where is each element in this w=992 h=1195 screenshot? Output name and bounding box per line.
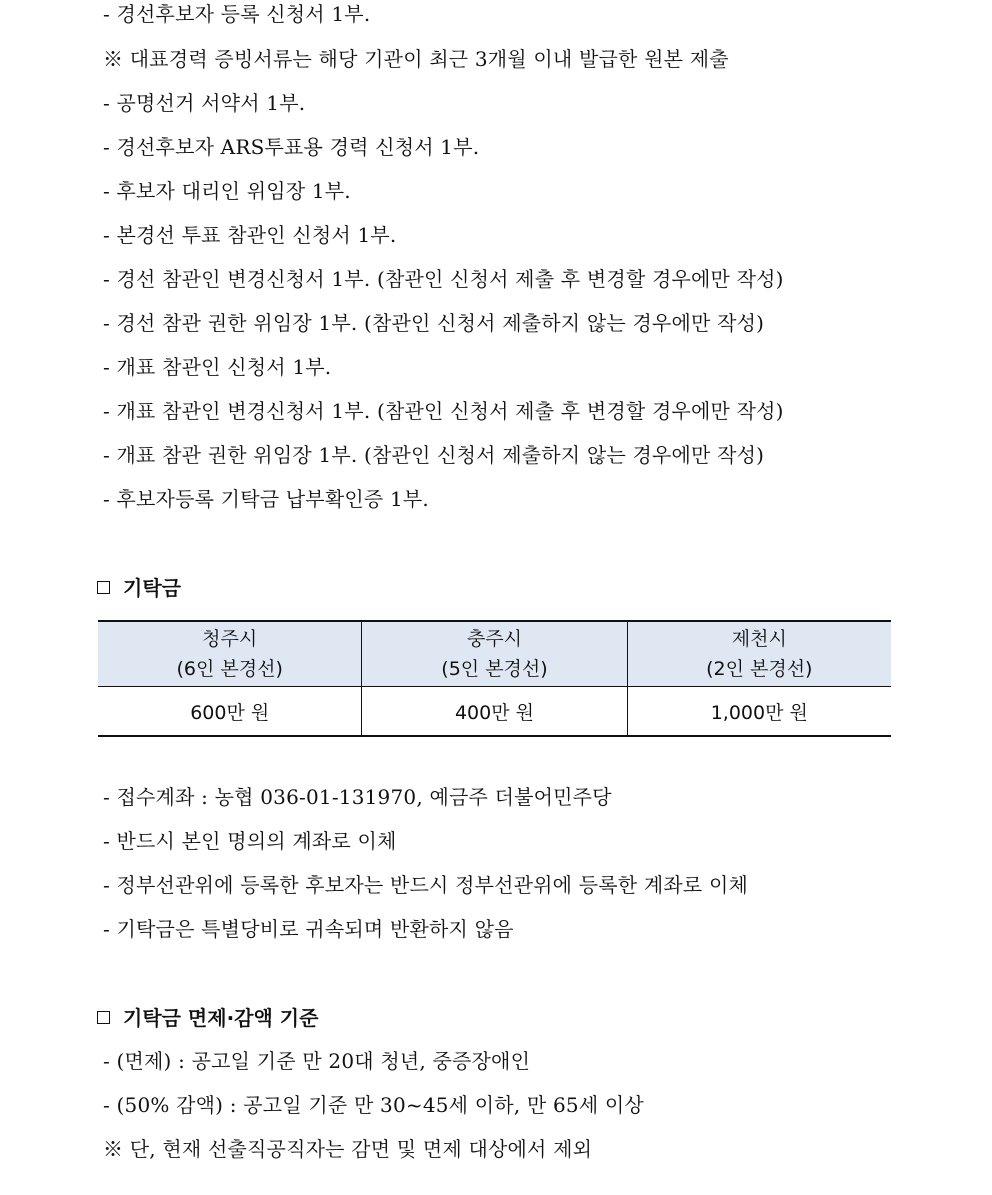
doc-note: ※ 단, 현재 선출직공직자는 감면 및 면제 대상에서 제외 [103, 1137, 593, 1161]
doc-line: - 개표 참관인 변경신청서 1부. (참관인 신청서 제출 후 변경할 경우에만 작성) [103, 399, 784, 423]
checkbox-square-icon [97, 1011, 110, 1024]
doc-line: - 후보자 대리인 위임장 1부. [103, 179, 351, 203]
doc-line: - (50% 감액) : 공고일 기준 만 30~45세 이하, 만 65세 이상 [103, 1093, 644, 1117]
doc-line: - 경선 참관인 변경신청서 1부. (참관인 신청서 제출 후 변경할 경우에만 작성) [103, 267, 784, 291]
doc-line: - (면제) : 공고일 기준 만 20대 청년, 중증장애인 [103, 1049, 531, 1073]
table-header-row [98, 621, 891, 687]
doc-line: - 경선후보자 등록 신청서 1부. [103, 2, 371, 26]
table-header-cell [98, 621, 362, 687]
doc-note: ※ 대표경력 증빙서류는 해당 기관이 최근 3개월 이내 발급한 원본 제출 [103, 47, 729, 71]
doc-line: - 반드시 본인 명의의 계좌로 이체 [103, 829, 397, 853]
doc-line: - 본경선 투표 참관인 신청서 1부. [103, 223, 397, 247]
table-row [98, 687, 891, 737]
section-title: 기탁금 [123, 576, 181, 600]
doc-line: - 정부선관위에 등록한 후보자는 반드시 정부선관위에 등록한 계좌로 이체 [103, 873, 749, 897]
doc-line: - 공명선거 서약서 1부. [103, 91, 306, 115]
doc-line: - 기탁금은 특별당비로 귀속되며 반환하지 않음 [103, 917, 514, 941]
header-city: 제천시 [731, 628, 787, 650]
section-title: 기탁금 면제·감액 기준 [123, 1006, 319, 1030]
header-sub: (2인 본경선) [706, 658, 813, 680]
doc-line: - 경선후보자 ARS투표용 경력 신청서 1부. [103, 135, 480, 159]
table-cell: 600만 원 [190, 701, 270, 724]
checkbox-square-icon [97, 581, 110, 594]
table-cell: 1,000만 원 [627, 687, 891, 737]
header-city: 청주시 [202, 628, 258, 650]
section-heading-exemption [97, 1004, 318, 1032]
header-city: 충주시 [466, 628, 523, 650]
doc-line: - 후보자등록 기탁금 납부확인증 1부. [103, 487, 429, 511]
doc-line: - 경선 참관 권한 위임장 1부. (참관인 신청서 제출하지 않는 경우에만 작성) [103, 311, 765, 335]
doc-line: - 개표 참관인 신청서 1부. [103, 355, 332, 379]
table-header-cell [627, 621, 891, 687]
deposit-table [98, 620, 891, 737]
table-header-cell [362, 621, 627, 687]
header-sub: (5인 본경선) [441, 658, 548, 680]
doc-line: - 개표 참관 권한 위임장 1부. (참관인 신청서 제출하지 않는 경우에만 작성) [103, 443, 765, 467]
header-sub: (6인 본경선) [176, 658, 283, 680]
table-cell: 400만 원 [362, 687, 627, 737]
section-heading-deposit [97, 574, 181, 602]
doc-line: - 접수계좌 : 농협 036-01-131970, 예금주 더불어민주당 [103, 785, 612, 809]
